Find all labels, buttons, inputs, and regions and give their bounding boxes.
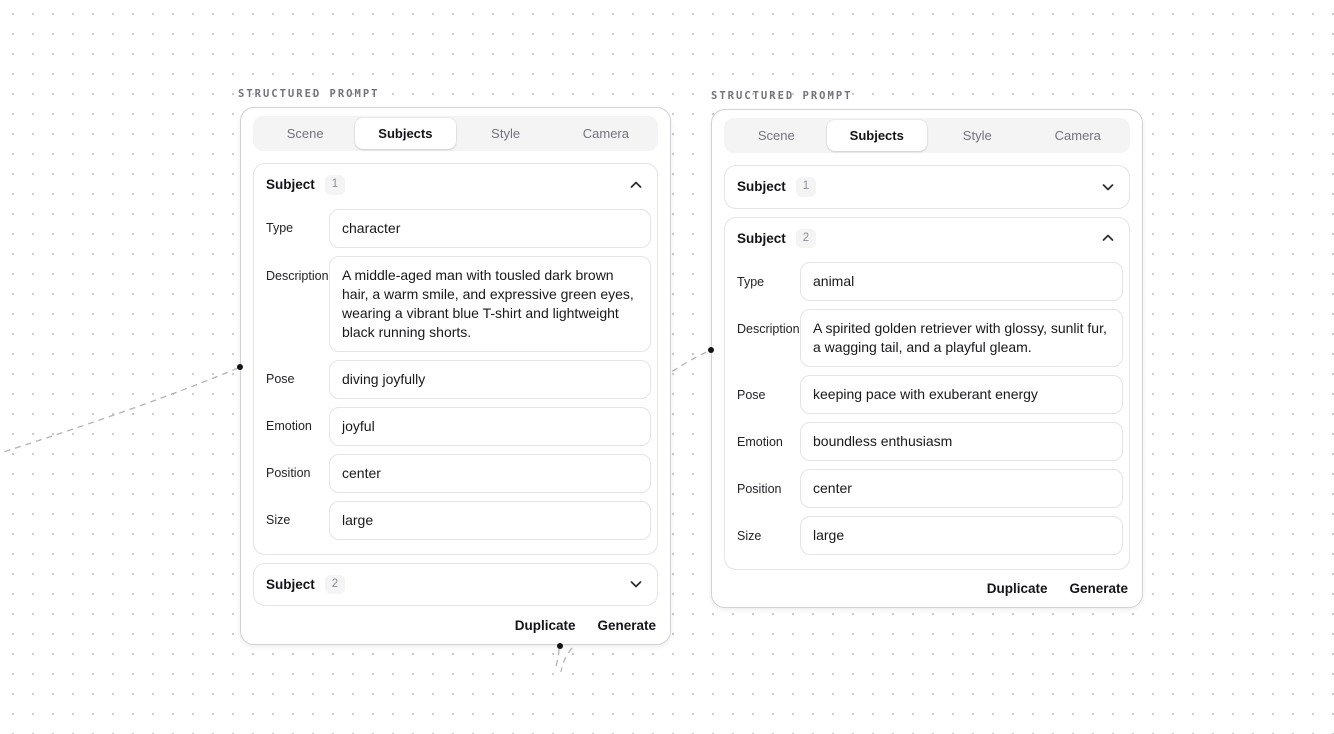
subject-1-section: [253, 163, 658, 555]
field-row: [260, 360, 651, 399]
field-label: Size: [737, 528, 762, 543]
field-label: Pose: [266, 372, 295, 386]
position-input[interactable]: center: [329, 454, 651, 493]
subject-index-badge: 2: [325, 575, 345, 595]
field-label: Position: [266, 466, 311, 480]
tab-bar: [724, 118, 1130, 153]
connector-port[interactable]: [237, 364, 243, 370]
subject-1-section: [724, 165, 1130, 209]
subject-2-accordion-header[interactable]: [731, 227, 1123, 251]
subject-2-section: [253, 563, 658, 607]
connection-path: [561, 648, 572, 672]
description-textarea[interactable]: A middle-aged man with tousled dark brown hair, a warm smile, and expressive green eyes, wearing a vibrant blue T-shirt and lightweight black running shorts.: [329, 256, 651, 352]
pose-input[interactable]: diving joyfully: [329, 360, 651, 399]
size-input[interactable]: large: [329, 501, 651, 540]
tab-style[interactable]: Style: [491, 126, 521, 141]
structured-prompt-node: [711, 109, 1143, 608]
description-textarea[interactable]: A spirited golden retriever with glossy, sunlit fur, a wagging tail, and a playful gleam.: [800, 309, 1123, 367]
field-row: [731, 469, 1123, 508]
subject-title: Subject: [737, 230, 786, 246]
chevron-up-icon: [1101, 232, 1115, 244]
field-label: Size: [266, 513, 291, 527]
field-row: [260, 454, 651, 493]
generate-button[interactable]: Generate: [597, 618, 656, 633]
subject-2-accordion-header[interactable]: [260, 573, 651, 597]
structured-prompt-node: [240, 107, 671, 645]
field-row: [260, 209, 651, 248]
subject-2-section: [724, 217, 1130, 571]
field-row: [731, 262, 1123, 301]
connector-port[interactable]: [557, 643, 563, 649]
connection-path: [0, 368, 238, 455]
node-footer: [515, 618, 656, 633]
field-row: [731, 309, 1123, 367]
node-title-structured-prompt: STRUCTURED PROMPT: [711, 90, 853, 102]
subject-1-accordion-header[interactable]: [260, 173, 651, 197]
subject-title: Subject: [266, 177, 315, 193]
duplicate-button[interactable]: Duplicate: [986, 581, 1048, 596]
field-row: [260, 256, 651, 352]
field-row: [731, 516, 1123, 555]
field-row: [260, 501, 651, 540]
field-label: Type: [737, 274, 765, 289]
connector-port[interactable]: [708, 347, 714, 353]
node-footer: [987, 581, 1128, 596]
pose-input[interactable]: keeping pace with exuberant energy: [800, 375, 1123, 414]
field-label: Type: [266, 221, 294, 235]
subject-1-accordion-header[interactable]: [731, 175, 1123, 199]
tab-scene[interactable]: Scene: [757, 128, 795, 143]
field-row: [731, 375, 1123, 414]
tab-scene[interactable]: Scene: [286, 126, 324, 141]
chevron-down-icon: [629, 578, 643, 590]
subject-index-badge: 2: [796, 229, 816, 249]
subject-index-badge: 1: [325, 175, 345, 195]
field-label: Emotion: [266, 419, 312, 433]
emotion-input[interactable]: joyful: [329, 407, 651, 446]
field-row: [260, 407, 651, 446]
tab-subjects[interactable]: Subjects: [827, 120, 928, 151]
field-row: [731, 422, 1123, 461]
field-label: Pose: [737, 387, 766, 402]
field-label: Emotion: [737, 434, 783, 449]
field-label: Description: [737, 322, 800, 336]
connection-path: [555, 649, 559, 669]
subject-title: Subject: [266, 576, 315, 592]
chevron-up-icon: [629, 179, 643, 191]
tab-camera[interactable]: Camera: [1054, 128, 1101, 143]
node-title-structured-prompt: STRUCTURED PROMPT: [238, 88, 380, 100]
field-label: Description: [266, 268, 329, 283]
tab-style[interactable]: Style: [962, 128, 992, 143]
generate-button[interactable]: Generate: [1069, 581, 1128, 596]
tab-bar: [253, 116, 658, 151]
subject-title: Subject: [737, 179, 786, 195]
type-input[interactable]: animal: [800, 262, 1123, 301]
duplicate-button[interactable]: Duplicate: [514, 618, 576, 633]
emotion-input[interactable]: boundless enthusiasm: [800, 422, 1123, 461]
subject-index-badge: 1: [796, 177, 816, 197]
type-input[interactable]: character: [329, 209, 651, 248]
tab-subjects[interactable]: Subjects: [355, 118, 455, 149]
chevron-down-icon: [1101, 181, 1115, 193]
field-label: Position: [737, 481, 782, 496]
position-input[interactable]: center: [800, 469, 1123, 508]
size-input[interactable]: large: [800, 516, 1123, 555]
tab-camera[interactable]: Camera: [582, 126, 629, 141]
